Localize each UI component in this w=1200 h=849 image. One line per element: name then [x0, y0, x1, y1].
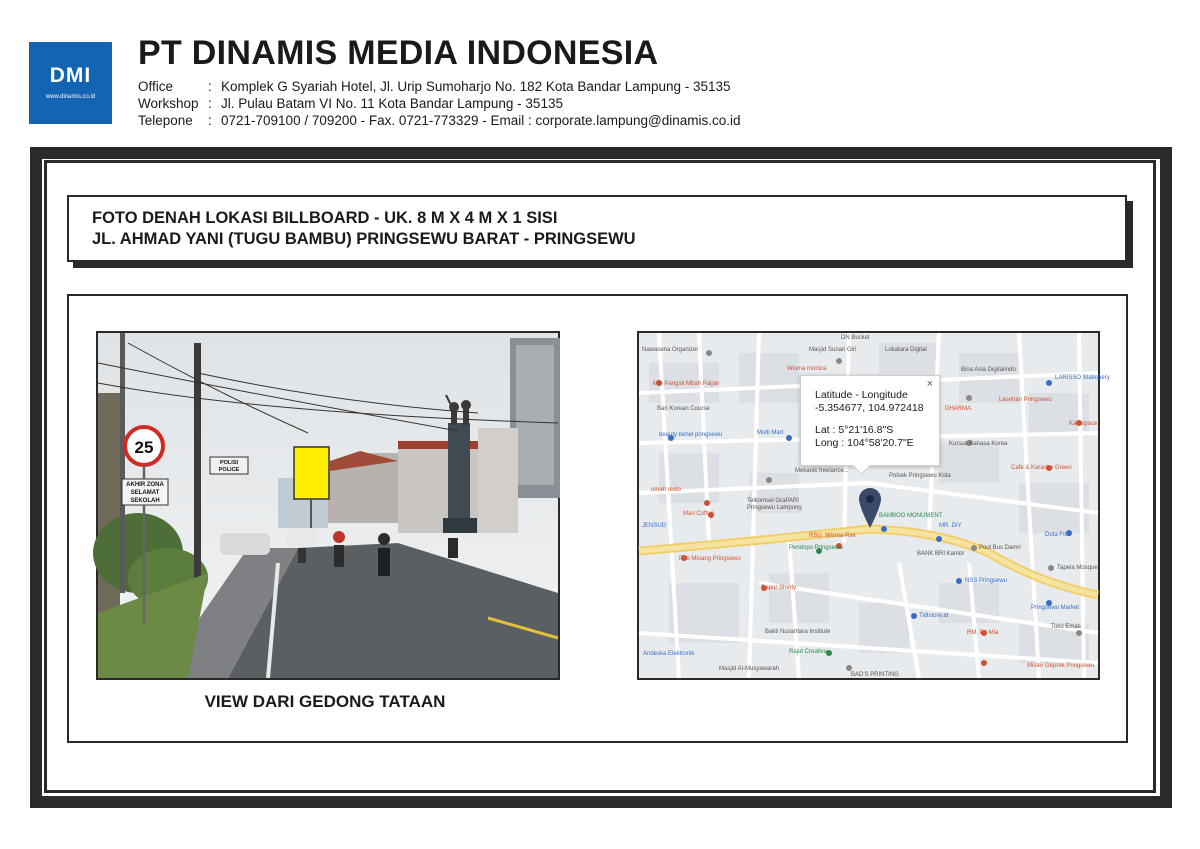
zone-sign-line-1: AKHIR ZONA [126, 482, 164, 488]
map-place[interactable]: Tapeia Mosque [1057, 565, 1098, 571]
map-place[interactable]: Lesehan Pringsewu [999, 397, 1052, 403]
map-place[interactable]: omah resto [651, 487, 682, 493]
contact-label: Telepone [138, 113, 193, 128]
map-place[interactable]: Nawasena Organizer [642, 347, 699, 353]
map-place[interactable]: Cafe & Karaoke Green [1011, 465, 1072, 471]
map-place[interactable]: JENSUD [642, 523, 667, 529]
map-place[interactable]: Dapur Sherly [761, 585, 797, 591]
company-name: PT DINAMIS MEDIA INDONESIA [138, 34, 659, 72]
contact-label: Office [138, 79, 174, 94]
contact-separator: : [208, 79, 212, 94]
map-place[interactable]: Masjid Sunan Giri [809, 347, 857, 353]
contact-row-workshop [138, 95, 741, 112]
map-place[interactable]: Lokatara Digital [885, 347, 927, 353]
zone-sign-line-2: SELAMAT [130, 490, 160, 496]
map-place[interactable]: Pendopo Pringsewu [789, 545, 843, 551]
contact-value: Komplek G Syariah Hotel, Jl. Urip Sumoharjo No. 182 Kota Bandar Lampung - 35135 [221, 79, 731, 94]
map-place[interactable]: Pool Bus Damri [979, 545, 1021, 551]
contact-row-office [138, 78, 741, 95]
police-sign-line-2: POLICE [218, 467, 240, 473]
police-sign-line-1: POLISI [219, 460, 239, 466]
map-place[interactable]: BAD'S PRINTING [851, 672, 899, 678]
map-place[interactable]: LARISSO Stationery [1055, 375, 1110, 381]
coordinates-popup [800, 375, 940, 466]
map-place[interactable]: Mari Coffee [683, 511, 714, 517]
map-place[interactable]: Polsek Pringsewu Kota [889, 473, 951, 479]
location-pin-icon[interactable] [859, 488, 881, 528]
map-place[interactable]: Telkomsel GraPARI [747, 498, 799, 504]
map-place[interactable]: Wisma monica [787, 366, 827, 372]
map-place[interactable]: Duta Foto [1045, 532, 1072, 538]
zone-sign-line-3: SEKOLAH [130, 498, 160, 504]
title-line-1: FOTO DENAH LOKASI BILLBOARD - UK. 8 M X 4 M X 1 SISI [92, 209, 558, 227]
map-place[interactable]: Mister Geprek Pringsewu [1027, 663, 1095, 669]
contact-value: Jl. Pulau Batam VI No. 11 Kota Bandar Lampung - 35135 [221, 96, 563, 111]
map-place[interactable]: DHARMA [945, 406, 972, 412]
close-icon[interactable]: × [926, 378, 933, 390]
map-place[interactable]: Toko Emas [1051, 624, 1081, 630]
map-place[interactable]: Mie Pangsit Mbah Paijan [653, 381, 720, 387]
map-place[interactable]: RM. Bu Mia [967, 630, 999, 636]
map-place[interactable]: Tidlstore.id [919, 613, 949, 619]
title-line-2: JL. AHMAD YANI (TUGU BAMBU) PRINGSEWU BARAT - PRINGSEWU [92, 230, 636, 248]
popup-lat: Lat : 5°21'16.8"S [815, 424, 894, 436]
contact-row-phone [138, 112, 741, 129]
map-place[interactable]: Kursus Bahasa Korea [949, 441, 1008, 447]
map-place[interactable]: Kae space [1069, 421, 1098, 427]
photo-caption: VIEW DARI GEDONG TATAAN [204, 692, 446, 711]
company-logo [29, 42, 112, 124]
popup-heading: Latitude - Longitude [815, 389, 908, 401]
map-place[interactable]: Bakti Nusantara Institute [765, 629, 831, 635]
contact-separator: : [208, 113, 212, 128]
map-place[interactable]: RSU. Wisma Rini [809, 533, 856, 539]
contact-label: Workshop [138, 96, 199, 111]
popup-coords: -5.354677, 104.972418 [815, 402, 924, 414]
street-photo [96, 331, 560, 680]
map-place[interactable]: Pub Minang Pringsewu [679, 556, 741, 562]
street-scene-illustration [98, 333, 558, 678]
map-place[interactable]: Multi Mart [757, 430, 784, 436]
map-place[interactable]: beauty behel pringsewu [659, 432, 723, 438]
logo-text: DMI [49, 64, 92, 87]
logo-url: www.dinamis.co.id [45, 94, 96, 100]
map-place[interactable]: Pringsewu Market [1031, 605, 1080, 611]
map-place[interactable]: Masjid Al-Musyawarah [719, 666, 780, 672]
speed-limit-text: 25 [134, 438, 154, 457]
map-place[interactable]: Bari Korean Course [657, 406, 710, 412]
contact-block [138, 78, 741, 129]
contact-separator: : [208, 96, 212, 111]
map-place[interactable]: MR. DIY [939, 523, 962, 529]
title-box [67, 195, 1127, 262]
map-place[interactable]: Rajut Creativa [789, 649, 828, 655]
map-place[interactable]: DN Bucket [841, 335, 870, 341]
map-place[interactable]: NSS Pringsewu [965, 578, 1008, 584]
map-place[interactable]: BANK BRI Kantor [917, 551, 965, 557]
contact-value: 0721-709100 / 709200 - Fax. 0721-773329 - Email : corporate.lampung@dinamis.co.id [221, 113, 741, 128]
map-place[interactable]: Pringsewu Lampung [747, 505, 802, 511]
map-place[interactable]: Bina Asia Digitalindo [961, 367, 1016, 373]
popup-long: Long : 104°58'20.7"E [815, 437, 914, 449]
map-place[interactable]: Andeska Elektronik [643, 651, 695, 657]
map-place[interactable]: Mekanik freelance... [795, 468, 849, 474]
map-place[interactable]: BAMBOO MONUMENT [879, 513, 943, 519]
